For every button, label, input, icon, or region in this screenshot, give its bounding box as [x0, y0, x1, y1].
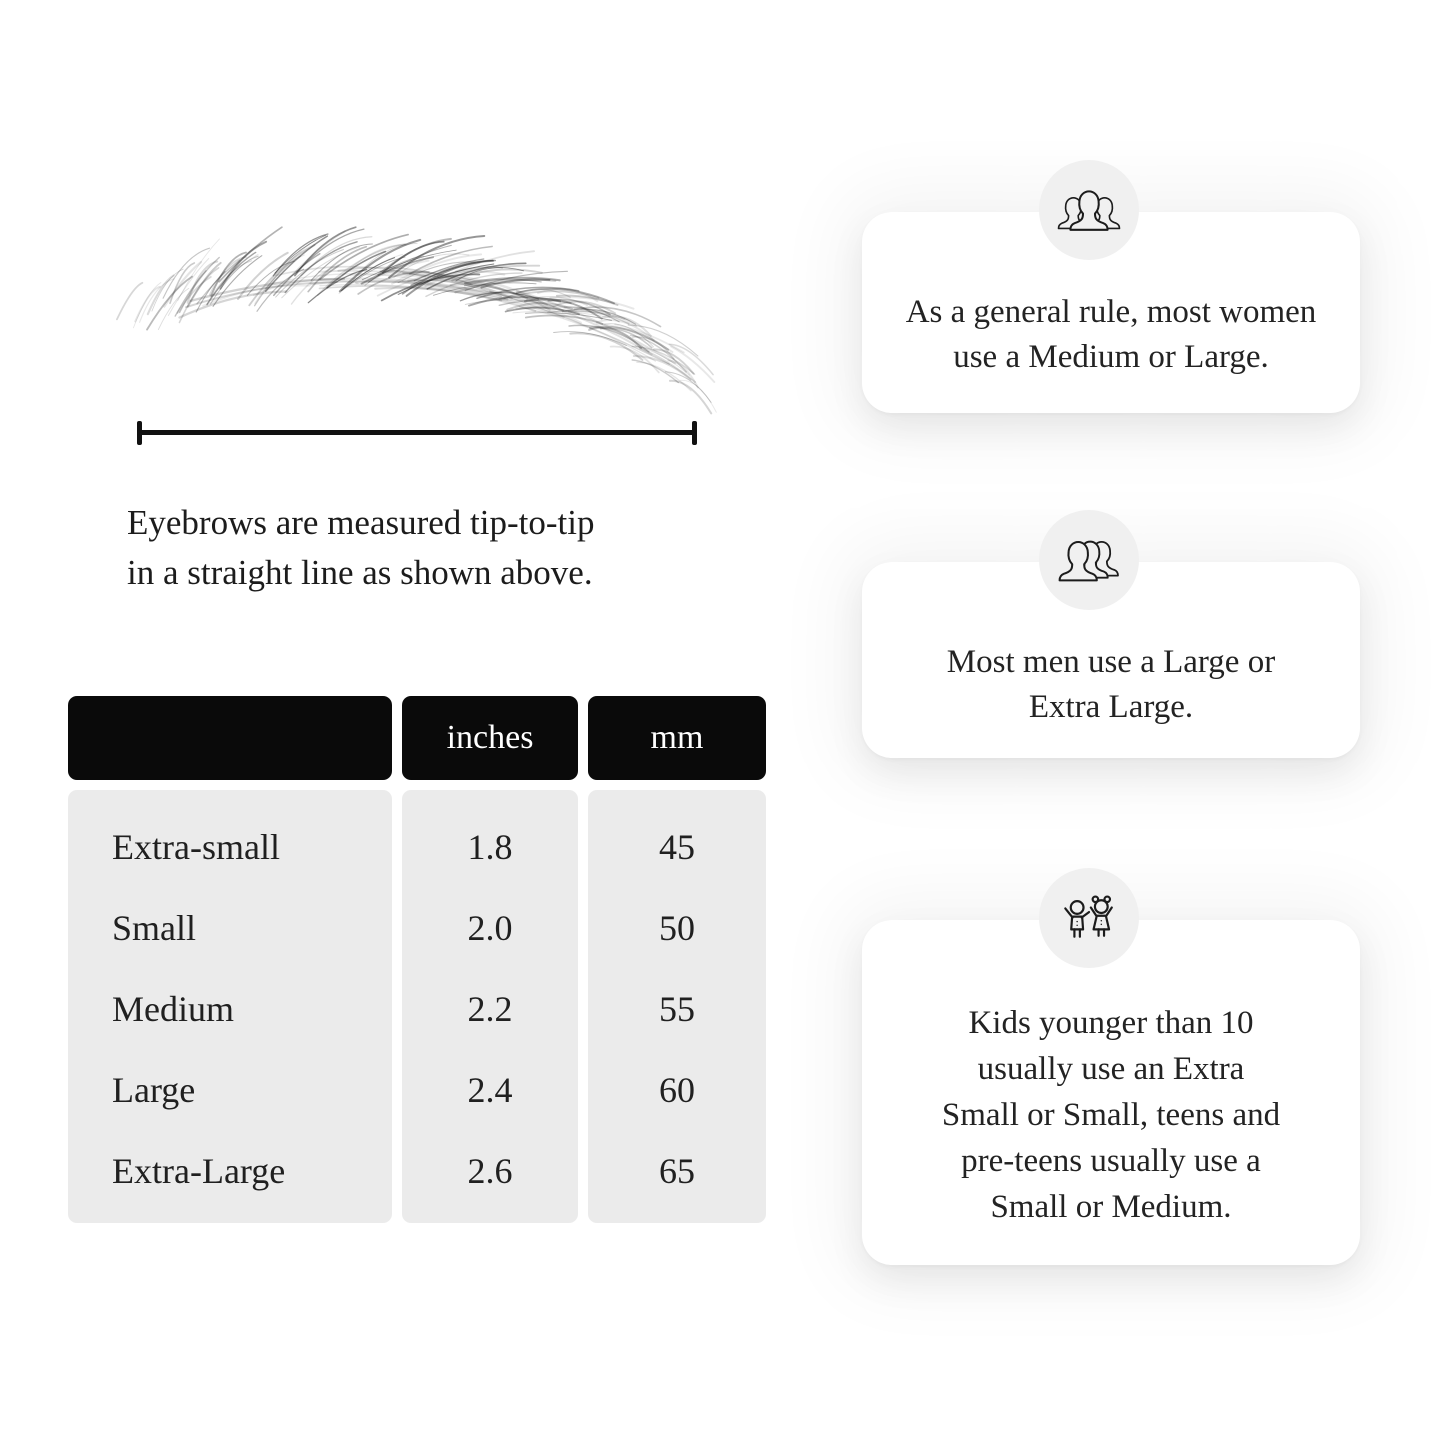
table-cell-mm: 60 [659, 1069, 695, 1110]
card-text-line: As a general rule, most women [905, 294, 1317, 330]
card-text [862, 290, 1360, 380]
table-cell-mm: 45 [659, 826, 695, 867]
table-cell-inches: 2.6 [467, 1150, 513, 1191]
table-cell-size: Extra-Large [112, 1150, 286, 1191]
caption-line-2: in a straight line as shown above. [127, 553, 593, 592]
card-text-line: use a Medium or Large. [953, 339, 1269, 375]
table-cell-mm: 55 [659, 988, 695, 1029]
caption-line-1: Eyebrows are measured tip-to-tip [127, 503, 595, 542]
table-header-inches: inches [402, 696, 578, 780]
table-cell-inches: 2.2 [467, 988, 513, 1029]
measurement-caption [127, 498, 767, 598]
card-text [862, 640, 1360, 730]
info-card-kids [862, 920, 1360, 1265]
table-cell-mm: 50 [659, 907, 695, 948]
measurement-right-cap [692, 421, 697, 445]
card-text-line: Most men use a Large or [946, 644, 1276, 680]
table-cell-inches: 2.0 [467, 907, 513, 948]
icon-circle [1039, 160, 1139, 260]
kids-icon [1058, 892, 1120, 944]
table-cell-size: Small [112, 907, 197, 948]
men-group-icon [1056, 534, 1122, 586]
card-text-line: Small or Small, teens and [941, 1097, 1281, 1133]
icon-circle [1039, 510, 1139, 610]
table-column-mm [588, 790, 766, 1223]
card-text-line: Kids younger than 10 [968, 1005, 1254, 1041]
measurement-bar [137, 430, 697, 435]
table-column-size [68, 790, 392, 1223]
table-cell-inches: 2.4 [467, 1069, 513, 1110]
table-column-inches [402, 790, 578, 1223]
icon-circle [1039, 868, 1139, 968]
card-text-line: Small or Medium. [990, 1189, 1232, 1225]
table-cell-size: Large [112, 1069, 196, 1110]
eyebrow-illustration [112, 228, 694, 400]
info-card-men [862, 562, 1360, 758]
table-cell-inches: 1.8 [467, 826, 513, 867]
card-text [862, 1000, 1360, 1230]
table-cell-size: Medium [112, 988, 234, 1029]
table-header-size [68, 696, 392, 780]
card-text-line: usually use an Extra [977, 1051, 1245, 1087]
card-text-line: pre-teens usually use a [961, 1143, 1261, 1179]
table-header-mm: mm [588, 696, 766, 780]
table-cell-size: Extra-small [112, 826, 280, 867]
info-card-women [862, 212, 1360, 413]
women-group-icon [1056, 184, 1122, 236]
measurement-line [137, 420, 697, 446]
card-text-line: Extra Large. [1028, 689, 1194, 725]
table-cell-mm: 65 [659, 1150, 695, 1191]
